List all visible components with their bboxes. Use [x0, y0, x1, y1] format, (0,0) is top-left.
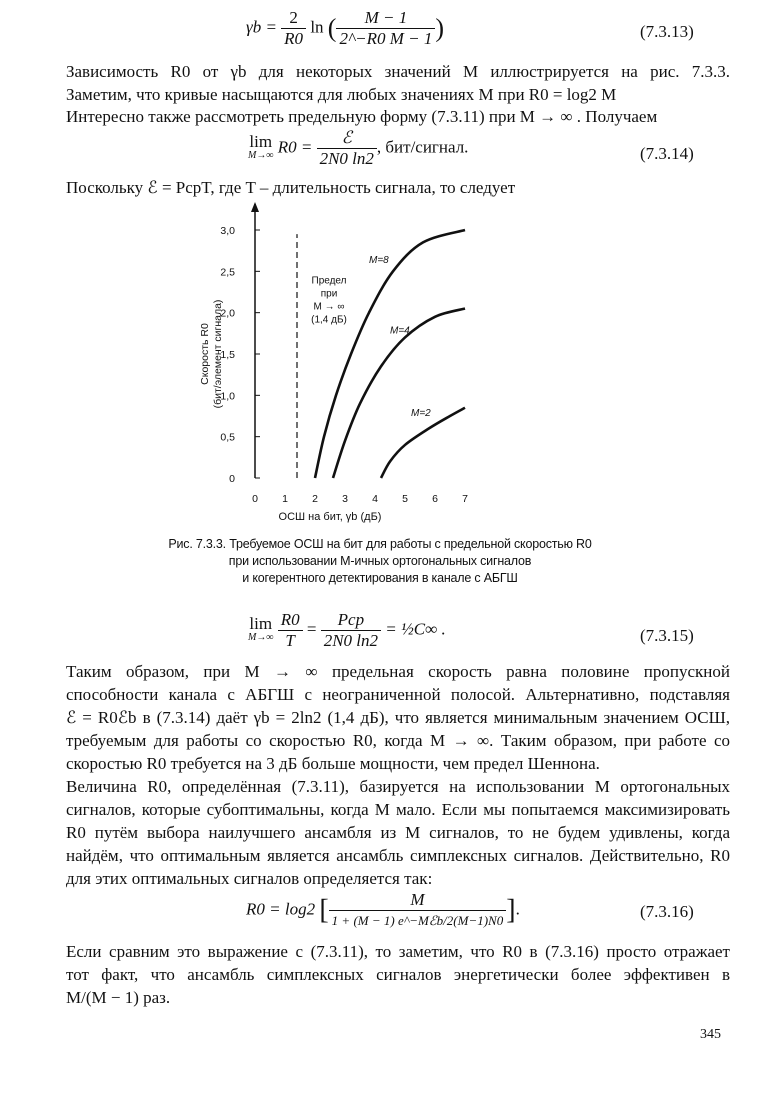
x-tick-label: 5 — [402, 493, 408, 505]
y-tick-label: 2,5 — [220, 266, 235, 279]
equation-number: (7.3.14) — [640, 144, 694, 163]
equation-7-3-13: γb = $\frac{2}{R0}$ ln ( $\frac{M - 1}{2\^{}-R0 M - 1}$ ) — [246, 8, 445, 48]
eq-lhs: γb = — [246, 17, 277, 37]
x-axis-label: ОСШ на бит, γb (дБ) — [278, 511, 382, 523]
y-axis-label: Скорость R0 — [199, 323, 211, 385]
text-line: для этих оптимальных сигналов определяется так: — [66, 869, 433, 888]
y-tick-label: 1,5 — [220, 349, 235, 361]
eq-fraction: $\frac{\text{ℰ}}{2N0 \ln 2}$ — [317, 128, 377, 169]
eq-fraction: $\frac{\text{Pср}}{2N0 \ln 2}$ — [321, 610, 381, 651]
equation-7-3-15: lim M→∞ $\frac{R0}{T}$ = $\frac{\text{Pср}}{2N0 \ln 2}$ = ½C∞ . — [248, 610, 446, 650]
limit-label: Предел — [311, 275, 347, 287]
text-line: Интересно также рассмотреть предельную форму (7.3.11) при M → ∞ . Получаем — [66, 107, 658, 126]
eq-fraction: $\frac{2}{R0}$ — [281, 8, 306, 49]
y-tick-label: 3,0 — [220, 225, 235, 237]
eq-limit: lim M→∞ — [248, 131, 274, 161]
eq-fraction: $\frac{R0}{T}$ — [278, 610, 303, 651]
x-tick-label: 0 — [252, 493, 258, 505]
text-line: скоростью R0 требуется на 3 дБ больше мощности, чем предел Шеннона. — [66, 754, 600, 773]
equation-7-3-16: R0 = log2 [ $\frac{M}{\text{1 + (M − 1) e\textasciicircum{}−Mℰb/2(M−1)N0}}$ ]. — [246, 890, 520, 931]
x-tick-label: 2 — [312, 493, 318, 505]
text-line: тот факт, что ансамбль симплексных сигналов энергетически более эффективен в — [66, 965, 730, 984]
text-line: найдём, что оптимальным является ансамбль симплексных сигналов. Действительно, R0 — [66, 846, 730, 865]
text-line: Таким образом, при M → ∞ предельная скорость равна половине пропускной — [66, 662, 730, 681]
equation-7-3-14: lim M→∞ R0 = $\frac{\text{ℰ}}{2N0 \ln 2}$ , бит/сигнал. — [248, 128, 469, 168]
text-line: M/(M − 1) раз. — [66, 988, 171, 1007]
x-tick-label: 1 — [282, 493, 288, 505]
rate-vs-snr-chart — [190, 198, 520, 528]
caption-line: при использовании M-ичных ортогональных сигналов — [228, 554, 532, 568]
eq-fraction: $\frac{M}{\text{1 + (M − 1) e\textasciicircum{}−Mℰb/2(M−1)N0}}$ — [329, 890, 507, 931]
limit-label: (1,4 дБ) — [311, 314, 347, 326]
equation-number: (7.3.15) — [640, 626, 694, 645]
text-line: сигналов, которые субоптимальны, когда M мало. Если мы попытаемся максимизировать — [66, 800, 730, 819]
y-axis-arrow — [251, 202, 259, 212]
figure-caption — [100, 536, 660, 587]
x-tick-label: 7 — [462, 493, 468, 505]
text-line: Если сравним это выражение с (7.3.11), то заметим, что R0 в (7.3.16) просто отражает — [66, 942, 730, 961]
eq-inner-fraction: $\frac{M - 1}{2\^{}-R0 M - 1}$ — [336, 8, 435, 49]
series-label: M=8 — [369, 255, 389, 267]
x-tick-label: 3 — [342, 493, 348, 505]
text-line: ℰ = R0ℰb в (7.3.14) даёт γb = 2ln2 (1,4 дБ), что является минимальным значением ОСШ, — [66, 708, 730, 727]
text-line: Заметим, что кривые насыщаются для любых значениях M при R0 = log2 M — [66, 85, 617, 104]
caption-line: и когерентного детектирования в канале с АБГШ — [242, 571, 518, 585]
text-line: Величина R0, определённая (7.3.11), базируется на использовании M ортогональных — [66, 777, 730, 796]
text-line: Поскольку ℰ = PсрT, где T – длительность сигнала, то следует — [66, 178, 516, 197]
equation-number: (7.3.16) — [640, 902, 694, 921]
y-tick-label: 2,0 — [220, 307, 235, 320]
limit-label: M → ∞ — [313, 301, 345, 313]
y-tick-label: 1,0 — [220, 390, 235, 403]
caption-line: Рис. 7.3.3. Требуемое ОСШ на бит для работы с предельной скоростью R0 — [168, 537, 592, 551]
series-label: M=2 — [411, 408, 431, 419]
x-tick-label: 6 — [432, 493, 438, 505]
text-line: R0 путём выбора наилучшего ансамбля из M сигналов, то не будем удивлены, когда — [66, 823, 730, 842]
text-line: способности канала с АБГШ с неограниченной полосой. Альтернативно, подставляя — [66, 685, 730, 704]
page-number: 345 — [700, 1027, 721, 1042]
y-tick-label: 0,5 — [220, 431, 235, 444]
x-tick-label: 4 — [372, 493, 378, 505]
text-line: требуемым для работы со скоростью R0, когда M → ∞. Таким образом, при работе со — [66, 731, 730, 750]
series-label: M=4 — [390, 325, 410, 337]
y-axis-label: (бит/элемент сигнала) — [212, 299, 224, 409]
eq-limit: lim M→∞ — [248, 613, 274, 643]
limit-label: при — [320, 288, 338, 300]
text-line: Зависимость R0 от γb для некоторых значений M иллюстрируется на рис. 7.3.3. — [66, 62, 730, 81]
y-tick-label: 0 — [229, 473, 235, 485]
equation-number: (7.3.13) — [640, 22, 694, 41]
eq-function: ln — [310, 17, 324, 37]
